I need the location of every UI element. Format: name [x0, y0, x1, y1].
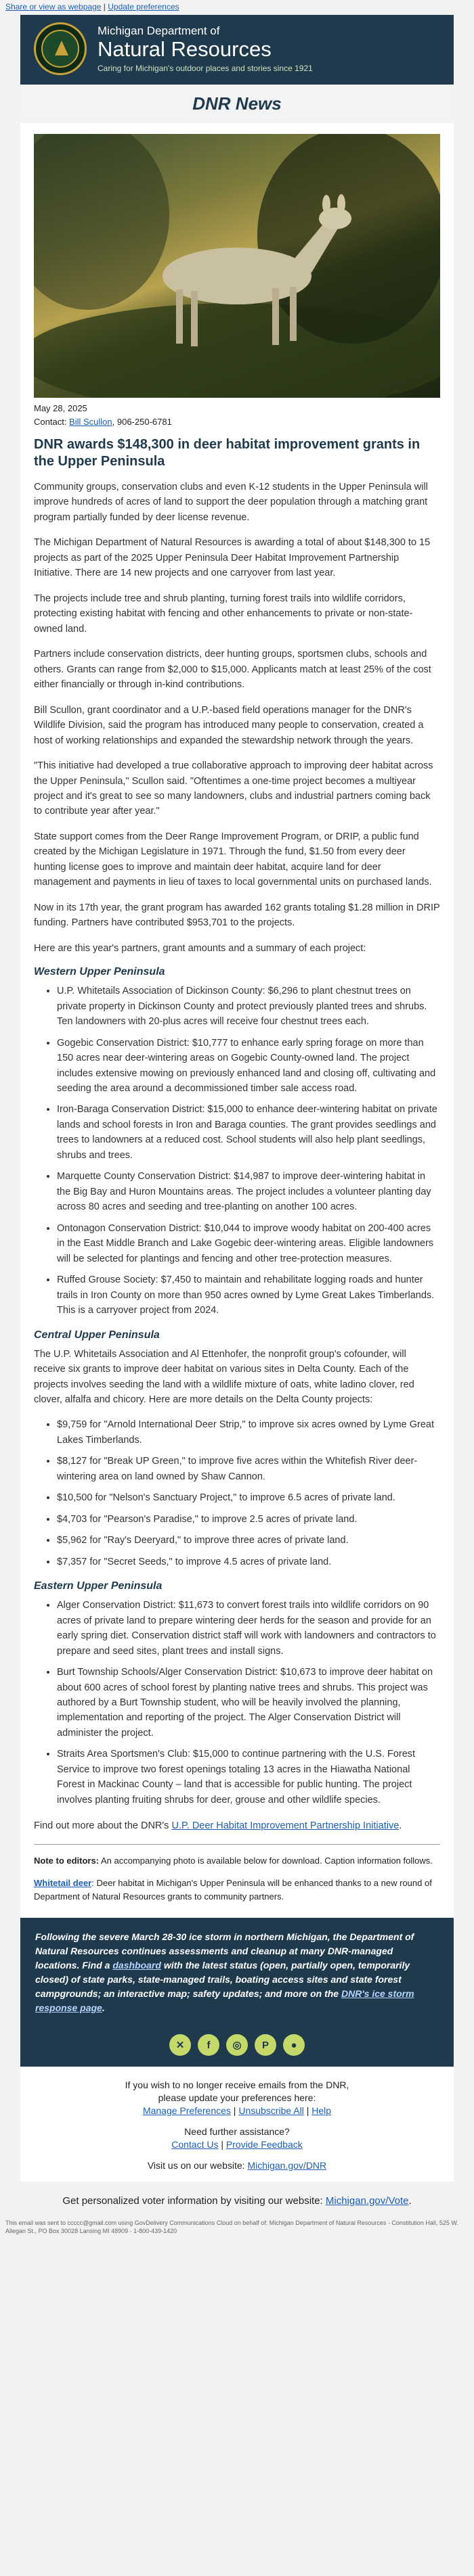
eastern-heading: Eastern Upper Peninsula	[34, 1580, 163, 1592]
paragraph: Community groups, conservation clubs and even K-12 students in the Upper Peninsula will improve hundreds of acres of land to support the deer population through a matching grant program partially funded by deer license revenue.	[34, 482, 428, 523]
caption-text: : Deer habitat in Michigan's Upper Peninsula will be enhanced thanks to a new round of Department of Natural Resources grants to community partners.	[34, 1878, 432, 1902]
contact-line	[34, 415, 440, 429]
article-date: May 28, 2025	[34, 403, 87, 413]
social-bar	[20, 2027, 454, 2067]
brand-block	[98, 24, 313, 72]
list-item: • Gogebic Conservation District: $10,777 to enhance early spring forage on more than 150 acres near deer-wintering areas on Gogebic County-owned land. The project includes extensive mowing on previously enhanced land and closing off, cultivating and seeding the area around a decommissioned timber sale access road.	[57, 1036, 440, 1097]
article-meta	[34, 402, 440, 428]
top-links-bar	[0, 0, 474, 15]
list-item: • Burt Township Schools/Alger Conservation District: $10,673 to improve deer habitat on about 600 acres of school forest by planting native trees and shrubs. This project was authored by a Burt Township student, who will be heavily involved the planning, implementation and reporting of the project. The Alger Conservation District will administer the project.	[57, 1665, 440, 1741]
facebook-icon[interactable]: f	[198, 2034, 219, 2056]
list-item: • Ontonagon Conservation District: $10,044 to improve woody habitat on 200-400 acres in the East Middle Branch and Lake Gogebic deer-wintering areas. Eligible landowners will be selected for plantings and fencing and other tree-protection measures.	[57, 1221, 440, 1266]
org-line1: Michigan Department of	[98, 24, 220, 38]
more-info	[34, 1818, 440, 1833]
paragraph: Now in its 17th year, the grant program has awarded 162 grants totaling $1.28 million in DRIP funding. Partners have contributed $953,701 to the projects.	[34, 902, 440, 929]
govdelivery-footer: This email was sent to ccccc@gmail.com using GovDelivery Communications Cloud on behalf of: Michigan Department of Natural Resources · Constitution Hall, 525 W. Allegan St., PO Box 30028 Lansing MI 48909 · 1-800-439-1420	[5, 2219, 458, 2234]
note-text: An accompanying photo is available below for download. Caption information follows.	[99, 1855, 433, 1866]
contact-phone: , 906-250-6781	[112, 416, 172, 427]
article	[20, 402, 454, 1918]
paragraph: The Michigan Department of Natural Resources is awarding a total of about $148,300 to 15 projects as part of the 2025 Upper Peninsula Deer Habitat Improvement Partnership Initiative. There are 14 new projects and one carryover from last year.	[34, 537, 431, 579]
western-heading: Western Upper Peninsula	[34, 966, 165, 978]
visit-prefix: Visit us on our website:	[147, 2159, 248, 2171]
pinterest-icon[interactable]: P	[255, 2034, 276, 2056]
deer-illustration	[34, 134, 440, 398]
list-item: • $5,962 for "Ray's Deeryard," to improve three acres of private land.	[57, 1533, 440, 1548]
list-item: • $9,759 for "Arnold International Deer Strip," to improve six acres owned by Lyme Great Lakes Timberlands.	[57, 1417, 440, 1448]
more-suffix: .	[399, 1820, 402, 1832]
chat-icon[interactable]: ●	[283, 2034, 305, 2056]
footer-line2: please update your preferences here:	[158, 2092, 316, 2104]
news-banner	[20, 83, 454, 123]
manage-preferences-link[interactable]: Manage Preferences	[142, 2105, 231, 2117]
update-preferences-link[interactable]: Update preferences	[108, 2, 179, 12]
visit-line	[27, 2159, 447, 2172]
list-item: • $8,127 for "Break UP Green," to improve five acres within the Whitefish River deer-wintering area on land owned by Shaw Cannon.	[57, 1454, 440, 1484]
feedback-link[interactable]: Provide Feedback	[225, 2138, 303, 2150]
paragraph: "This initiative had developed a true collaborative approach to improving deer habitat across the Upper Peninsula," Scullon said. "Oftentimes a one-time project becomes a multiyear project and it's great to see so many landowners, clubs and industrial partners coming back to contribute year after year."	[34, 760, 433, 817]
list-item: • $10,500 for "Nelson's Sanctuary Project," to improve 6.5 acres of private land.	[57, 1490, 440, 1505]
paragraph: Partners include conservation districts, deer hunting groups, sportsmen clubs, schools and others. Grants can range from $2,000 to $15,000. Applicants match at least 25% of the cost either financially or through in-kind contributions.	[34, 649, 431, 691]
deer-photo[interactable]	[34, 134, 440, 398]
contact-label: Contact:	[34, 416, 67, 427]
sep: |	[303, 2105, 312, 2117]
share-webpage-link[interactable]: Share or view as webpage	[5, 2, 102, 12]
dnr-website-link[interactable]: Michigan.gov/DNR	[247, 2159, 327, 2171]
eastern-list	[34, 1598, 440, 1808]
list-item: • U.P. Whitetails Association of Dickinson County: $6,296 to plant chestnut trees on private property in Dickinson County and protect previously planted trees and shrubs. Ten landowners with 20-plus acres will receive four chestnut trees each.	[57, 984, 440, 1029]
ice-text-2: with the latest status (open, partially open, temporarily closed) of state parks, state-managed trails, boating access sites and state forest campgrounds; an interactive map; safety updates; and more on the	[35, 1960, 410, 2000]
ice-text-3: .	[102, 2002, 105, 2014]
list-item: • Straits Area Sportsmen's Club: $15,000 to continue partnering with the U.S. Forest Service to improve two forest openings totaling 13 acres in the Hiawatha National Forest in Mackinac County – land that is accessible for public hunting. The project involves planting fruiting shrubs for deer, grouse and other wildlife species.	[57, 1747, 440, 1808]
western-list	[34, 984, 440, 1318]
tagline: Caring for Michigan's outdoor places and stories since 1921	[98, 63, 313, 73]
ice-text-1: Following the severe March 28-30 ice storm in northern Michigan, the Department of Natural Resources continues assessments and cleanup at many DNR-managed locations. Find a	[35, 1931, 414, 1971]
sep: |	[218, 2138, 226, 2150]
vote-website-link[interactable]: Michigan.gov/Vote	[325, 2194, 409, 2207]
list-item: • $7,357 for "Secret Seeds," to improve 4.5 acres of private land.	[57, 1555, 440, 1569]
paragraph: The projects include tree and shrub planting, turning forest trails into wildlife corridors, protecting existing habitat with fencing and other enhancements to private or non-state-owned land.	[34, 593, 413, 635]
ice-storm-page-link[interactable]: DNR's ice storm response page	[35, 1988, 414, 2014]
central-list	[34, 1417, 440, 1569]
org-line2: Natural Resources	[98, 37, 272, 62]
dnr-header	[20, 15, 454, 83]
contact-us-link[interactable]: Contact Us	[171, 2138, 219, 2150]
voter-text: Get personalized voter information by visiting our website:	[62, 2194, 326, 2207]
whitetail-deer-link[interactable]: Whitetail deer	[34, 1878, 92, 1889]
article-headline: DNR awards $148,300 in deer habitat improvement grants in the Upper Peninsula	[34, 437, 421, 469]
photo-caption	[34, 1877, 440, 1903]
initiative-link[interactable]: U.P. Deer Habitat Improvement Partnership Initiative	[171, 1820, 400, 1832]
voter-info	[0, 2182, 474, 2213]
footer	[20, 2067, 454, 2181]
paragraph: Here are this year's partners, grant amounts and a summary of each project:	[34, 942, 366, 954]
more-prefix: Find out more about the DNR's	[34, 1820, 172, 1832]
central-heading: Central Upper Peninsula	[34, 1329, 160, 1341]
help-link[interactable]: Help	[311, 2105, 332, 2117]
list-item: • Iron-Baraga Conservation District: $15,000 to enhance deer-wintering habitat on private lands and school forests in Iron and Baraga counties. The grant provides seedlings and trees to landowners at a reduced cost. School students will also help plant seedlings, shrubs and trees.	[57, 1102, 440, 1163]
list-item: • Alger Conservation District: $11,673 to convert forest trails into wildlife corridors on 90 acres of private land to prepare wintering deer herds for the season and provide for an early spring diet. Conservation district staff will work with landowners and contractors to prepare and seed sites, plant trees and install signs.	[57, 1598, 440, 1659]
list-item: • Marquette County Conservation District: $14,987 to improve deer-wintering habitat in the Big Bay and Huron Mountains areas. The project includes a volunteer planting day across 80 acres and seeding and tree-planting on another 100 acres.	[57, 1169, 440, 1214]
footer-line1: If you wish to no longer receive emails from the DNR,	[125, 2079, 349, 2091]
ice-storm-notice	[20, 1918, 454, 2027]
assist-links	[27, 2138, 447, 2151]
contact-name-link[interactable]: Bill Scullon	[69, 416, 112, 427]
dashboard-link[interactable]: dashboard	[112, 1960, 161, 1971]
list-item: • Ruffed Grouse Society: $7,450 to maintain and rehabilitate logging roads and hunter trails in Iron County on more than 950 acres owned by Lyme Great Lakes Timberlands. This is a carryover project from 2024.	[57, 1272, 440, 1318]
sep: |	[230, 2105, 239, 2117]
voter-suffix: .	[408, 2194, 412, 2207]
unsubscribe-link[interactable]: Unsubscribe All	[238, 2105, 304, 2117]
paragraph: Bill Scullon, grant coordinator and a U.P.-based field operations manager for the DNR's Wildlife Division, said the program has introduced many people to conservation, created a host of working relationships and expanded the stewardship network through the years.	[34, 704, 424, 746]
editor-note	[34, 1854, 440, 1868]
note-label: Note to editors:	[34, 1855, 100, 1866]
dnr-seal-icon	[34, 22, 87, 75]
instagram-icon[interactable]: ◎	[226, 2034, 248, 2056]
footer-pref-links	[27, 2104, 447, 2117]
assist-text: Need further assistance?	[184, 2125, 290, 2137]
news-title: DNR News	[192, 93, 282, 114]
divider	[34, 1844, 440, 1845]
email-container	[20, 15, 454, 2182]
central-intro: The U.P. Whitetails Association and Al Ettenhofer, the nonprofit group's cofounder, will receive six grants to improve deer habitat on various sites in Delta County. Each of the projects involves seeding the land with a wildlife mixture of oats, white ladino clover, red clover, alfalfa and chicory. Here are more details on the Delta County projects:	[34, 1348, 414, 1405]
x-icon[interactable]: ✕	[169, 2034, 191, 2056]
topbar-separator: |	[103, 2, 106, 12]
paragraph: State support comes from the Deer Range Improvement Program, or DRIP, a public fund created by the Michigan Legislature in 1971. Through the fund, $1.50 from every deer hunting license goes to improve and maintain deer habitat, acquire land for deer management and payments in lieu of taxes to local governmental units on purchased lands.	[34, 831, 432, 888]
list-item: • $4,703 for "Pearson's Paradise," to improve 2.5 acres of private land.	[57, 1512, 440, 1527]
